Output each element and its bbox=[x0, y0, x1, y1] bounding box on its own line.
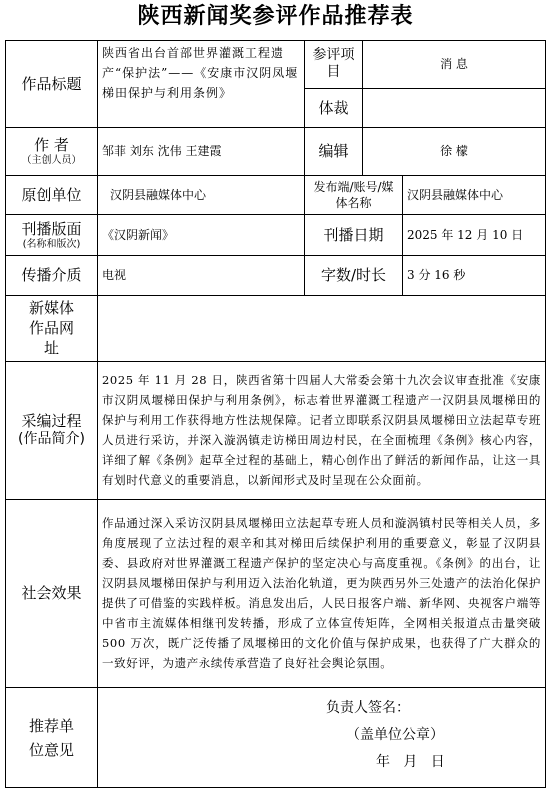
date-value: 2025 年 12 月 10 日 bbox=[403, 215, 546, 256]
sign-line: 负责人签名： bbox=[326, 700, 410, 717]
effect-text: 作品通过深入采访汉阴县凤堰梯田立法起草专班人员和漩涡镇村民等相关人员，多角度展现了立法过程的艰辛和其对梯田后续保护利用的重要意义，彰显了汉阴县委、县政府对世界灌溉工程遗产保护的坚定决心与高度重视。《条例》的出台，让汉阴县凤堰梯田保护与利用迈入法治化轨道，更为陕西另外三处遗产的法治化保护提供了可借鉴的实践样板。消息发出后，人民日报客户端、新华网、央视客户端等中省市主流媒体相继刊发转播，形成了立体宣传矩阵，全网相关报道点击量突破 500 万次，既广泛传播了凤堰梯田的文化价值与保护成果，也获得了广大群众的一致好评，为遗产永续传承营造了良好社会舆论氛围。 bbox=[98, 499, 546, 688]
author-sub: （主创人员） bbox=[21, 154, 82, 166]
editor-label: 编辑 bbox=[305, 127, 363, 175]
unit-value: 汉阴县融媒体中心 bbox=[98, 175, 305, 215]
media-label: 传播介质 bbox=[6, 255, 98, 295]
genre-label: 体裁 bbox=[305, 88, 363, 127]
edition-cell bbox=[6, 215, 98, 256]
recommend-signature-area bbox=[98, 688, 546, 788]
new-media-value bbox=[98, 295, 546, 361]
edition-value: 《汉阴新闻》 bbox=[98, 215, 305, 256]
date-line: 年 月 日 bbox=[376, 754, 445, 771]
edition-label: 刊播版面 bbox=[21, 219, 82, 238]
recommend-label: 推荐单位意见 bbox=[6, 688, 98, 788]
author-label: 作 者 bbox=[34, 135, 69, 154]
work-title-label: 作品标题 bbox=[6, 41, 98, 128]
process-cell bbox=[6, 361, 98, 499]
length-label: 字数/时长 bbox=[305, 255, 403, 295]
page-title: 陕西新闻奖参评作品推荐表 bbox=[137, 4, 414, 29]
process-label: 采编过程 bbox=[21, 412, 82, 431]
edition-sub: (名称和版次) bbox=[22, 238, 81, 250]
publisher-value: 汉阴县融媒体中心 bbox=[403, 175, 546, 215]
publisher-label: 发布端/账号/媒体名称 bbox=[305, 175, 403, 215]
author-value: 邹菲 刘东 沈伟 王建霞 bbox=[98, 127, 305, 175]
genre-value bbox=[363, 88, 546, 127]
unit-label: 原创单位 bbox=[6, 175, 98, 215]
new-media-label: 新媒体作品网址 bbox=[6, 295, 98, 361]
author-cell bbox=[6, 127, 98, 175]
length-value: 3 分 16 秒 bbox=[403, 255, 546, 295]
media-value: 电视 bbox=[98, 255, 305, 295]
process-text: 2025 年 11 月 28 日，陕西省第十四届人大常委会第十九次会议审查批准《安康市汉阴凤堰梯田保护与利用条例》，标志着世界灌溉工程遗产一汉阴县凤堰梯田的保护与利用工作获得地方性法规保障。记者立即联系汉阴县凤堰梯田立法起草专班人员进行采访，并深入漩涡镇走访梯田周边村民，在全面梳理《条例》核心内容，详细了解《条例》起草全过程的基础上，精心创作出了鲜活的新闻作品，让这一具有划时代意义的重要消息，以新闻形式及时呈现在公众面前。 bbox=[98, 361, 546, 499]
seal-line: （盖单位公章） bbox=[346, 727, 444, 744]
editor-value: 徐 檬 bbox=[363, 127, 546, 175]
entry-item-value: 消 息 bbox=[363, 41, 546, 89]
effect-label: 社会效果 bbox=[6, 499, 98, 688]
entry-item-label: 参评项目 bbox=[305, 41, 363, 89]
recommendation-form bbox=[5, 40, 546, 788]
work-title-value: 陕西省出台首部世界灌溉工程遗产“保护法”——《安康市汉阴凤堰梯田保护与利用条例》 bbox=[98, 41, 305, 128]
process-sub: (作品简介) bbox=[18, 431, 85, 448]
date-label: 刊播日期 bbox=[305, 215, 403, 256]
